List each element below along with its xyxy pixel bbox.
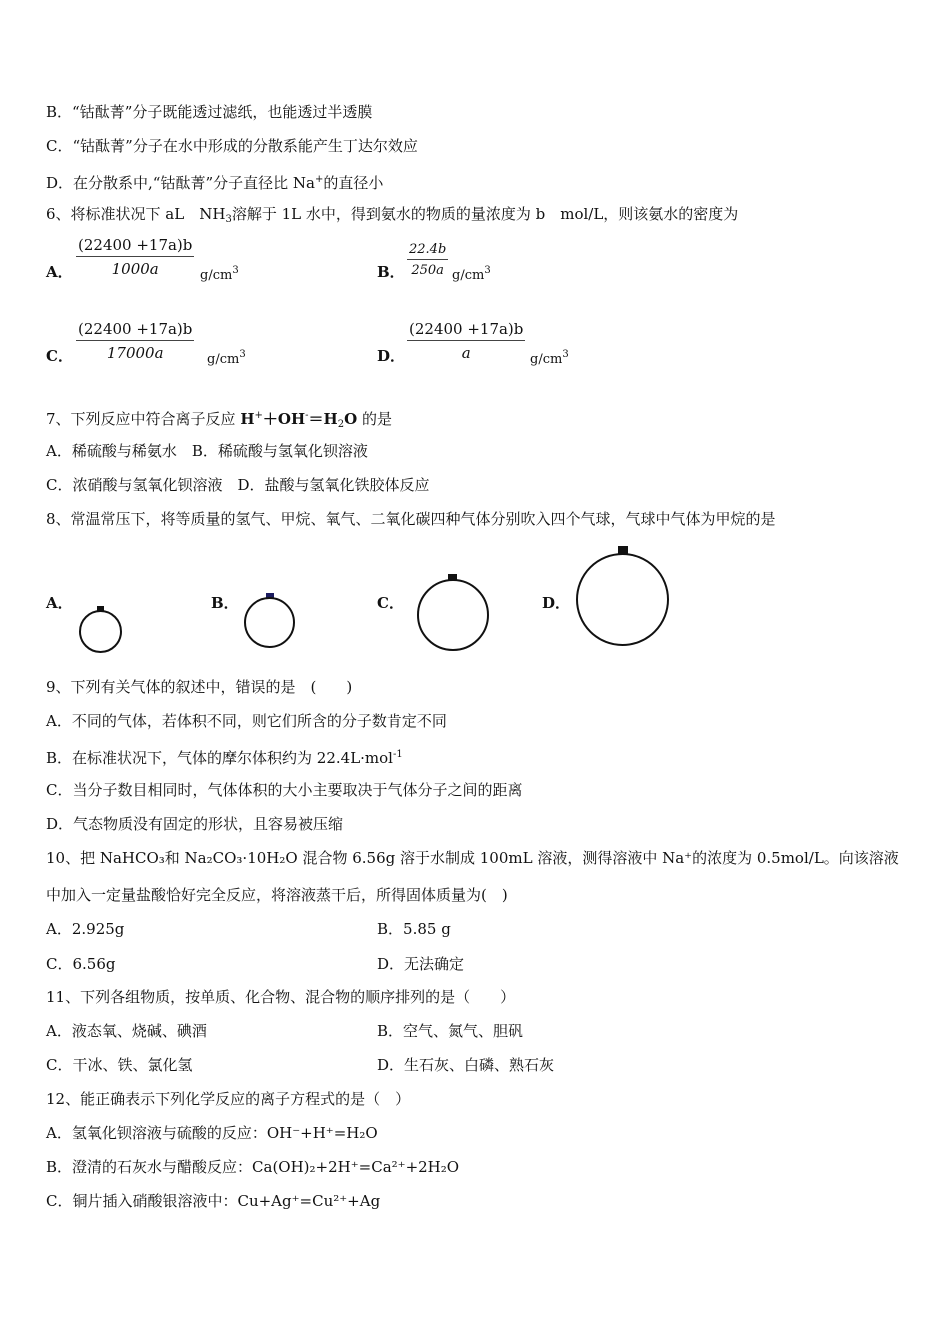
q6-option-d-unit <box>530 349 569 367</box>
q6-option-d-denominator: a <box>461 344 471 362</box>
q6-option-d-unit-text: g/cm <box>530 352 563 367</box>
q8-option-c-label: C． <box>377 594 404 612</box>
q7-stem-post: 的是 <box>357 410 392 428</box>
q6-option-b-unit-text: g/cm <box>452 268 485 283</box>
q6-option-d-numerator: (22400 +17a)b <box>407 320 525 341</box>
q6-option-b-denominator: 250a <box>411 263 444 278</box>
q9-option-b <box>46 745 403 768</box>
q6-option-c-label: C． <box>46 347 73 365</box>
q6-option-c-unit <box>207 349 246 367</box>
q6-option-c-unit-sup: 3 <box>239 349 246 360</box>
q7-options-cd: C．浓硝酸与氢氧化钡溶液 D．盐酸与氢氧化铁胶体反应 <box>46 476 430 494</box>
q6-option-a-fraction <box>76 236 194 278</box>
q5-option-d <box>46 170 383 193</box>
q5-option-b: B．“钴酞菁”分子既能透过滤纸，也能透过半透膜 <box>46 103 373 121</box>
balloon-b <box>244 597 295 648</box>
q10-option-c: C．6.56g <box>46 955 116 973</box>
q10-stem-line1: 10、把 NaHCO₃和 Na₂CO₃·10H₂O 混合物 6.56g 溶于水制成 100mL 溶液，测得溶液中 Na⁺的浓度为 0.5mol/L。向该溶液 <box>46 849 899 867</box>
q5-option-c: C．“钴酞菁”分子在水中形成的分散系能产生丁达尔效应 <box>46 137 418 155</box>
q6-option-c-fraction <box>76 320 194 362</box>
q11-option-b: B．空气、氮气、胆矾 <box>377 1022 524 1040</box>
q6-stem <box>46 204 738 230</box>
q6-option-a-unit-text: g/cm <box>200 268 233 283</box>
q6-option-d-fraction <box>407 320 525 362</box>
q9-option-b-sup: -1 <box>392 749 403 760</box>
q6-option-b-numerator: 22.4b <box>407 242 448 260</box>
q6-stem-sub: 3 <box>225 214 232 225</box>
q10-option-d: D．无法确定 <box>377 955 465 973</box>
q9-option-d: D．气态物质没有固定的形状，且容易被压缩 <box>46 815 344 833</box>
q9-option-a: A．不同的气体，若体积不同，则它们所含的分子数肯定不同 <box>46 712 447 730</box>
q12-option-b: B．澄清的石灰水与醋酸反应：Ca(OH)₂+2H⁺=Ca²⁺+2H₂O <box>46 1158 460 1176</box>
q8-option-a-label: A． <box>46 594 73 612</box>
q6-option-d-unit-sup: 3 <box>562 349 569 360</box>
q6-option-a-numerator: (22400 +17a)b <box>76 236 194 257</box>
q6-option-d-label: D． <box>377 347 406 365</box>
q7-stem-pre: 7、下列反应中符合离子反应 <box>46 410 241 428</box>
q11-option-c: C．干冰、铁、氯化氢 <box>46 1056 193 1074</box>
balloon-d <box>576 553 669 646</box>
q10-stem-line2: 中加入一定量盐酸恰好完全反应，将溶液蒸干后，所得固体质量为( ) <box>46 886 508 904</box>
q9-stem: 9、下列有关气体的叙述中，错误的是 ( ) <box>46 678 353 696</box>
q7-formula-h: H <box>240 410 255 428</box>
q5-option-d-text: D．在分散系中,“钴酞菁”分子直径比 Na <box>46 174 315 192</box>
q6-stem-post: 溶解于 1L 水中，得到氨水的物质的量浓度为 b mol/L，则该氨水的密度为 <box>231 205 739 223</box>
q12-stem: 12、能正确表示下列化学反应的离子方程式的是（ ） <box>46 1090 411 1108</box>
q7-formula-o: O <box>344 410 358 428</box>
q9-option-b-text: B．在标准状况下，气体的摩尔体积约为 22.4L·mol <box>46 749 393 767</box>
q6-option-b-fraction <box>407 242 448 278</box>
q6-option-c-unit-text: g/cm <box>207 352 240 367</box>
q11-stem: 11、下列各组物质，按单质、化合物、混合物的顺序排列的是（ ） <box>46 988 516 1006</box>
q7-formula-sub: 2 <box>337 419 345 430</box>
q6-option-b-label: B． <box>377 263 405 281</box>
q6-option-a-denominator: 1000a <box>111 260 159 278</box>
q11-option-d: D．生石灰、白磷、熟石灰 <box>377 1056 555 1074</box>
q6-option-a-label: A． <box>46 263 73 281</box>
q10-option-a: A．2.925g <box>46 920 125 938</box>
q6-option-c-denominator: 17000a <box>106 344 164 362</box>
q5-option-d-tail: 的直径小 <box>323 174 384 192</box>
q8-option-b-label: B． <box>211 594 239 612</box>
q6-option-c-numerator: (22400 +17a)b <box>76 320 194 341</box>
q6-option-a-unit <box>200 265 239 283</box>
q6-option-b-unit <box>452 265 491 283</box>
balloon-a <box>79 610 122 653</box>
q5-option-d-sup: + <box>314 174 324 185</box>
q7-formula-eq: ＝H <box>308 410 338 428</box>
q8-option-d-label: D． <box>542 594 571 612</box>
q7-formula-sup2: - <box>305 410 309 421</box>
q8-stem: 8、常温常压下，将等质量的氢气、甲烷、氧气、二氧化碳四种气体分别吹入四个气球，气球中气体为甲烷的是 <box>46 510 776 528</box>
q6-option-b-unit-sup: 3 <box>484 265 491 276</box>
q6-stem-pre: 6、将标准状况下 aL NH <box>46 205 226 223</box>
q11-option-a: A．液态氧、烧碱、碘酒 <box>46 1022 207 1040</box>
q6-option-a-unit-sup: 3 <box>232 265 239 276</box>
q7-formula-oh: ＋OH <box>262 410 306 428</box>
balloon-c <box>417 579 489 651</box>
q7-stem <box>46 406 392 435</box>
q7-formula-sup1: + <box>254 410 263 421</box>
q12-option-c: C．铜片插入硝酸银溶液中：Cu+Ag⁺=Cu²⁺+Ag <box>46 1192 381 1210</box>
q7-options-ab: A．稀硫酸与稀氨水 B．稀硫酸与氢氧化钡溶液 <box>46 442 368 460</box>
q9-option-c: C．当分子数目相同时，气体体积的大小主要取决于气体分子之间的距离 <box>46 781 523 799</box>
q12-option-a: A．氢氧化钡溶液与硫酸的反应：OH⁻+H⁺=H₂O <box>46 1124 378 1142</box>
q10-option-b: B．5.85 g <box>377 920 451 938</box>
